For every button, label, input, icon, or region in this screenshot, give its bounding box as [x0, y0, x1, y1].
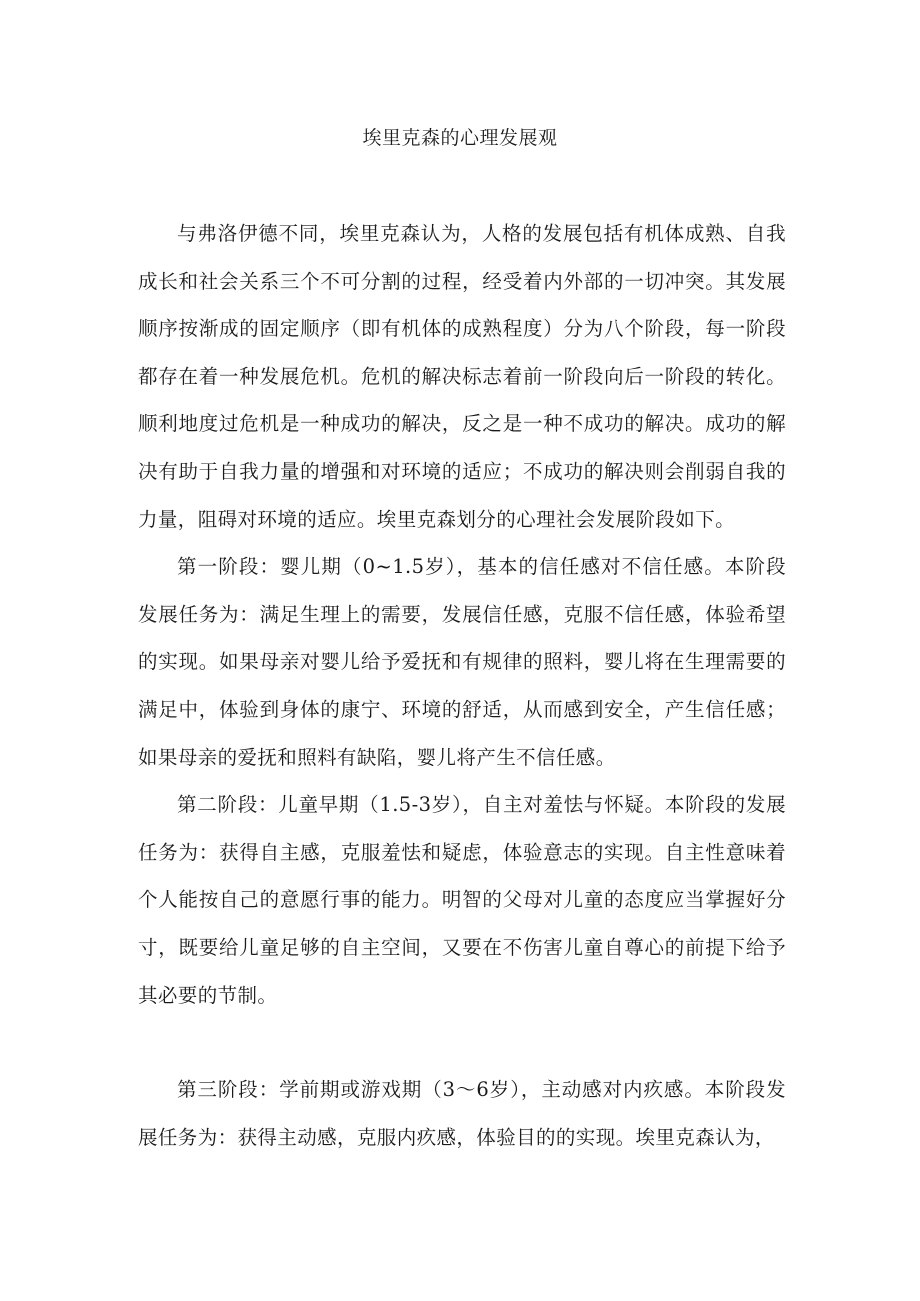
document-title: 埃里克森的心理发展观	[362, 127, 558, 149]
paragraph-stage-3: 第三阶段：学前期或游戏期（3～6岁），主动感对内疚感。本阶段发展任务为：获得主动感，克服内疚感，体验目的的实现。埃里克森认为，	[138, 1078, 786, 1149]
paragraph-stage-2: 第二阶段：儿童早期（1.5-3岁），自主对羞怯与怀疑。本阶段的发展任务为：获得自主感，克服羞怯和疑虑，体验意志的实现。自主性意味着个人能按自己的意愿行事的能力。明智的父母对儿童的态度应当掌握好分寸，既要给儿童足够的自主空间，又要在不伤害儿童自尊心的前提下给予其必要的节制。	[138, 793, 786, 1007]
paragraph-intro: 与弗洛伊德不同，埃里克森认为，人格的发展包括有机体成熟、自我成长和社会关系三个不可分割的过程，经受着内外部的一切冲突。其发展顺序按渐成的固定顺序（即有机体的成熟程度）分为八个阶段，每一阶段都存在着一种发展危机。危机的解决标志着前一阶段向后一阶段的转化。顺利地度过危机是一种成功的解决，反之是一种不成功的解决。成功的解决有助于自我力量的增强和对环境的适应；不成功的解决则会削弱自我的力量，阻碍对环境的适应。埃里克森划分的心理社会发展阶段如下。	[138, 222, 786, 531]
document-body	[138, 210, 786, 1161]
paragraph-stage-1: 第一阶段：婴儿期（0~1.5岁），基本的信任感对不信任感。本阶段发展任务为：满足生理上的需要，发展信任感，克服不信任感，体验希望的实现。如果母亲对婴儿给予爱抚和有规律的照料，婴儿将在生理需要的满足中，体验到身体的康宁、环境的舒适，从而感到安全，产生信任感；如果母亲的爱抚和照料有缺陷，婴儿将产生不信任感。	[138, 555, 786, 769]
